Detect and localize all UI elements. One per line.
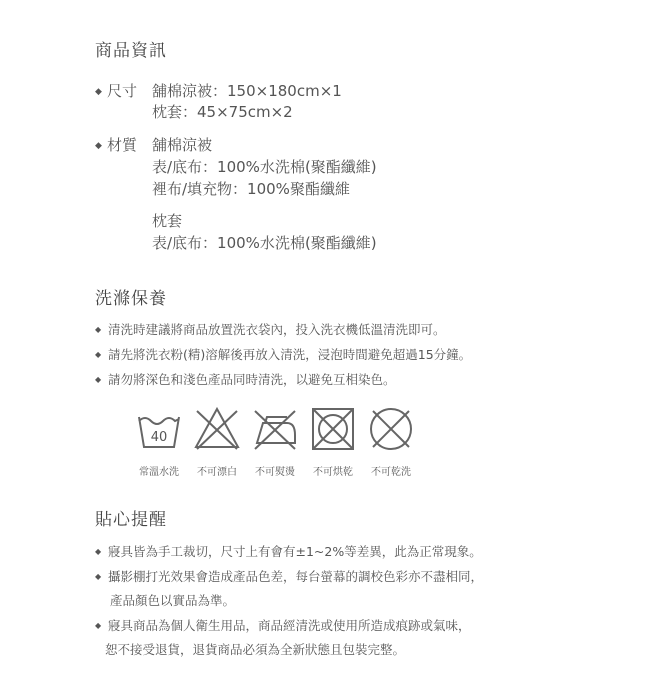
material-label: 材質 xyxy=(107,136,138,154)
no-iron-icon xyxy=(251,405,299,453)
no-bleach-icon xyxy=(193,405,241,453)
no-iron-label: 不可熨燙 xyxy=(255,467,295,478)
wash-40-label: 常溫水洗 xyxy=(139,467,179,478)
material-line-4: 枕套 xyxy=(152,212,183,230)
no-tumble-dry-label: 不可烘乾 xyxy=(313,467,353,478)
notes-heading: 貼心提醒 xyxy=(95,510,167,530)
product-info-heading: 商品資訊 xyxy=(95,41,167,61)
no-dry-clean-label: 不可乾洗 xyxy=(371,467,411,478)
note-item: ◆ 寢具商品為個人衛生用品，商品經清洗或使用所造成痕跡或氣味， xyxy=(95,618,471,633)
wash-40-icon xyxy=(135,405,183,453)
material-line-1: 舖棉涼被 xyxy=(152,136,213,154)
note-item-continuation: 恕不接受退貨，退貨商品必須為全新狀態且包裝完整。 xyxy=(105,642,406,657)
size-row xyxy=(95,80,152,101)
bullet-icon: ◆ xyxy=(95,621,102,630)
note-item: ◆ 寢具皆為手工裁切，尺寸上有會有±1~2%等差異，此為正常現象。 xyxy=(95,544,482,559)
bullet-icon: ◆ xyxy=(95,572,102,581)
note-item-continuation: 產品顏色以實品為準。 xyxy=(110,593,236,608)
bullet-icon: ◆ xyxy=(95,547,102,556)
care-heading: 洗滌保養 xyxy=(95,289,167,309)
svg-text:40: 40 xyxy=(150,430,168,445)
no-bleach-label: 不可漂白 xyxy=(197,467,237,478)
no-tumble-dry-icon xyxy=(309,405,357,453)
size-line-1: 舖棉涼被：150×180cm×1 xyxy=(152,82,342,100)
bullet-icon: ◆ xyxy=(95,87,102,97)
material-line-2: 表/底布：100%水洗棉(聚酯纖維) xyxy=(152,158,377,176)
bullet-icon: ◆ xyxy=(95,141,102,151)
no-dry-clean-icon xyxy=(367,405,415,453)
material-row xyxy=(95,134,152,155)
size-label: 尺寸 xyxy=(107,82,138,100)
size-line-2: 枕套：45×75cm×2 xyxy=(152,103,293,121)
material-line-5: 表/底布：100%水洗棉(聚酯纖維) xyxy=(152,234,377,252)
care-item: ◆ 請勿將深色和淺色產品同時清洗，以避免互相染色。 xyxy=(95,372,396,387)
care-item: ◆ 清洗時建議將商品放置洗衣袋內，投入洗衣機低溫清洗即可。 xyxy=(95,322,446,337)
note-item: ◆ 攝影棚打光效果會造成產品色差，每台螢幕的調校色彩亦不盡相同， xyxy=(95,569,484,584)
care-item: ◆ 請先將洗衣粉(精)溶解後再放入清洗，浸泡時間避免超過15分鐘。 xyxy=(95,347,472,362)
bullet-icon: ◆ xyxy=(95,350,102,359)
material-line-3: 裡布/填充物：100%聚酯纖維 xyxy=(152,180,350,198)
bullet-icon: ◆ xyxy=(95,375,102,384)
bullet-icon: ◆ xyxy=(95,325,102,334)
